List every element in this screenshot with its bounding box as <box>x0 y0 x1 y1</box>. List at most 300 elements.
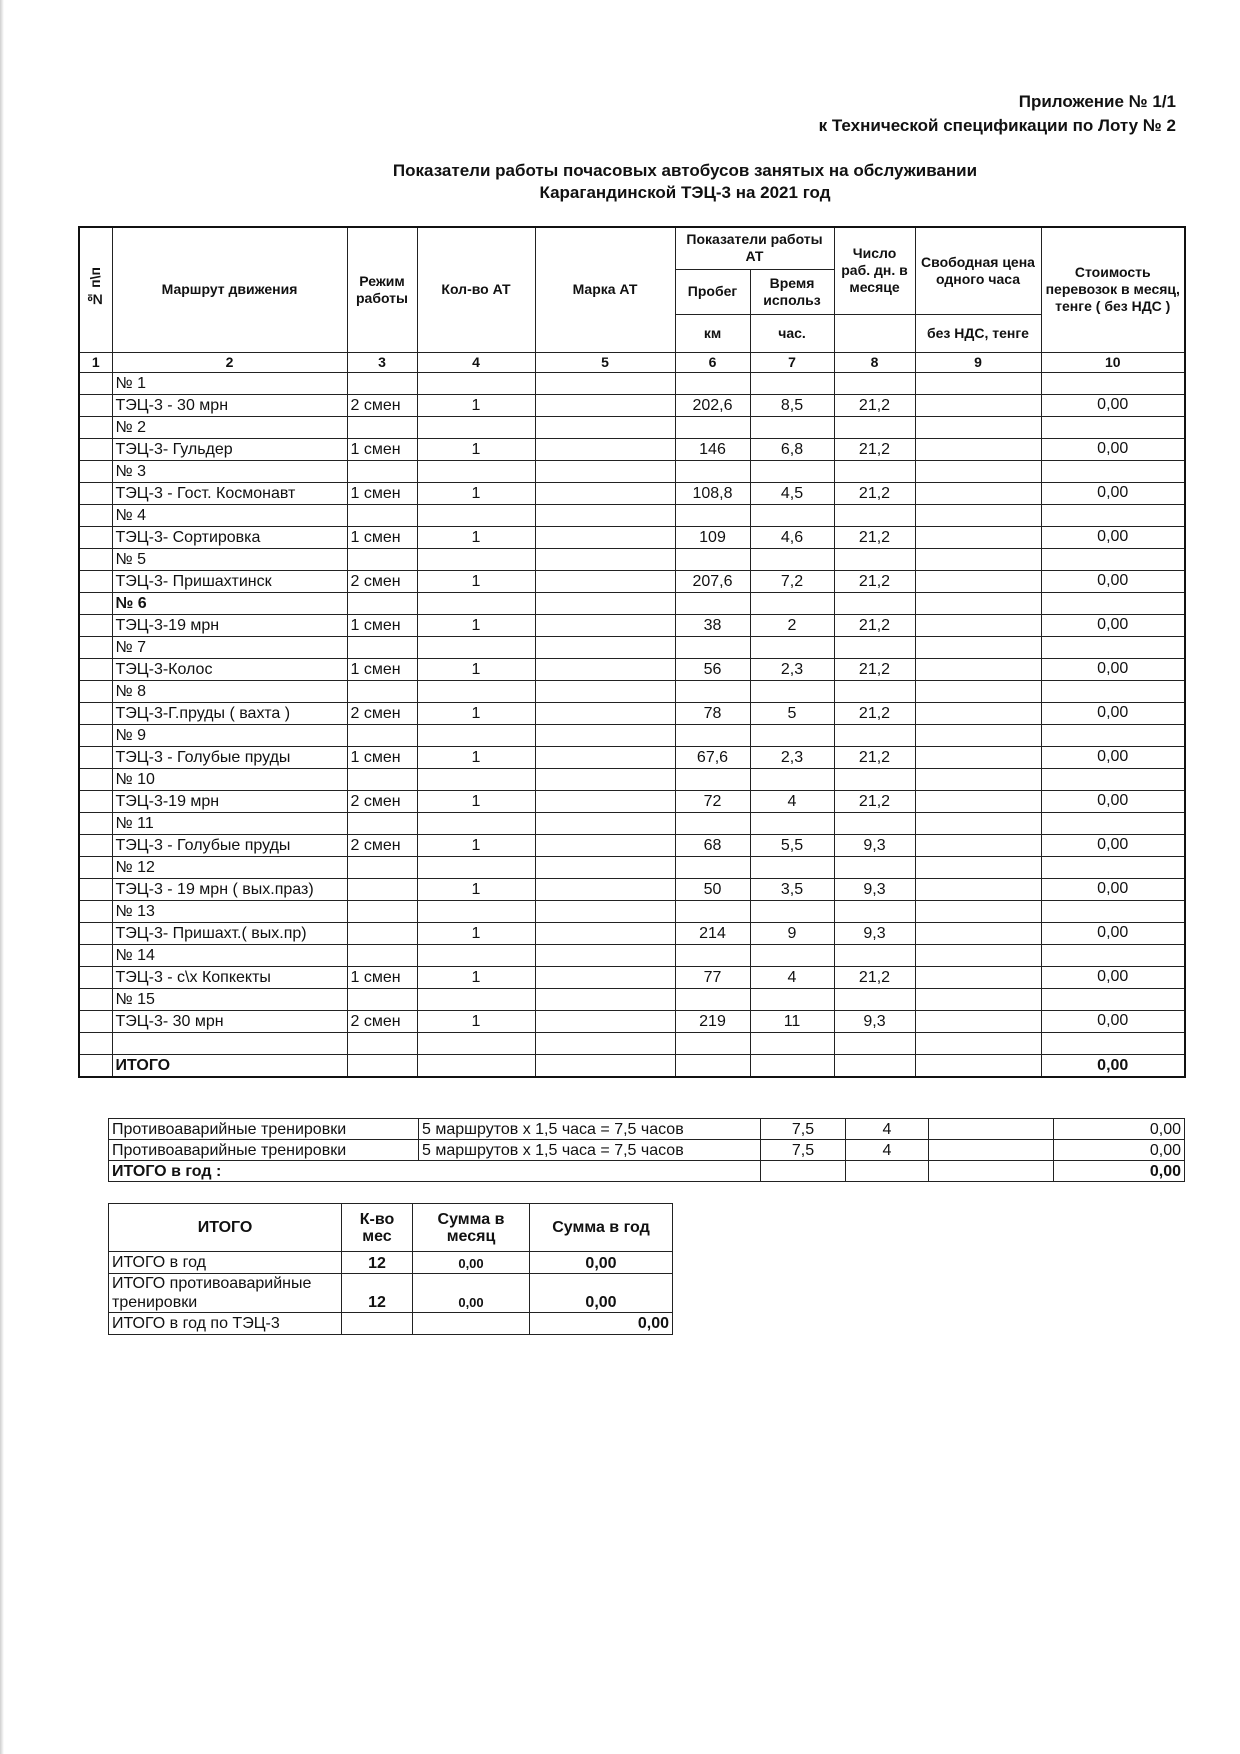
header-unit-hours: час. <box>750 314 834 352</box>
bus-quantity: 1 <box>417 526 535 548</box>
header-brand: Марка АТ <box>535 227 675 352</box>
bus-quantity: 1 <box>417 878 535 900</box>
empty-cell <box>79 900 112 922</box>
free-price <box>915 1010 1041 1032</box>
work-days: 21,2 <box>834 658 915 680</box>
route-number: № 9 <box>112 724 347 746</box>
empty-cell <box>834 592 915 614</box>
work-mode: 1 смен <box>347 966 417 988</box>
hours-used: 4 <box>750 790 834 812</box>
empty-cell <box>347 372 417 394</box>
route-name: ТЭЦ-3 - Голубые пруды <box>112 834 347 856</box>
column-number: 3 <box>347 352 417 372</box>
monthly-cost: 0,00 <box>1041 922 1185 944</box>
empty-cell <box>347 988 417 1010</box>
hours-used: 2 <box>750 614 834 636</box>
hours-used: 4,5 <box>750 482 834 504</box>
empty-cell <box>535 812 675 834</box>
bus-quantity: 1 <box>417 482 535 504</box>
empty-cell <box>834 724 915 746</box>
route-row <box>79 658 1185 680</box>
work-days: 21,2 <box>834 702 915 724</box>
work-mode: 2 смен <box>347 570 417 592</box>
mileage-km: 219 <box>675 1010 750 1032</box>
work-days: 21,2 <box>834 438 915 460</box>
free-price <box>915 834 1041 856</box>
free-price <box>915 614 1041 636</box>
route-number-row <box>79 592 1185 614</box>
hours-used: 2,3 <box>750 658 834 680</box>
empty-cell <box>347 856 417 878</box>
work-mode: 2 смен <box>347 834 417 856</box>
drill-count: 4 <box>846 1119 929 1140</box>
empty-cell <box>675 416 750 438</box>
monthly-cost: 0,00 <box>1041 1010 1185 1032</box>
empty-cell <box>834 768 915 790</box>
empty-cell <box>675 636 750 658</box>
bus-brand <box>535 614 675 636</box>
summary-row <box>109 1252 673 1274</box>
route-number-row <box>79 460 1185 482</box>
drill-count: 4 <box>846 1140 929 1161</box>
hours-used: 3,5 <box>750 878 834 900</box>
empty-cell <box>417 812 535 834</box>
empty-cell <box>750 372 834 394</box>
route-number-row <box>79 900 1185 922</box>
route-name: ТЭЦ-3-19 мрн <box>112 790 347 812</box>
route-number: № 7 <box>112 636 347 658</box>
empty-cell <box>750 812 834 834</box>
route-number-row <box>79 856 1185 878</box>
empty-cell <box>535 504 675 526</box>
bus-quantity: 1 <box>417 746 535 768</box>
empty-cell <box>79 878 112 900</box>
drill-formula: 5 маршрутов х 1,5 часа = 7,5 часов <box>419 1119 761 1140</box>
route-name: ТЭЦ-3- Пришахт.( вых.пр) <box>112 922 347 944</box>
route-row <box>79 1010 1185 1032</box>
empty-cell <box>1041 944 1185 966</box>
bus-brand <box>535 702 675 724</box>
empty-cell <box>79 834 112 856</box>
empty-cell <box>417 900 535 922</box>
empty-cell <box>846 1161 929 1182</box>
route-number-row <box>79 372 1185 394</box>
appendix-line-1: Приложение № 1/1 <box>1018 92 1176 111</box>
header-workdays: Число раб. дн. в месяце <box>834 227 915 314</box>
mileage-km: 38 <box>675 614 750 636</box>
summary-row <box>109 1274 673 1313</box>
empty-cell <box>347 724 417 746</box>
free-price <box>915 438 1041 460</box>
empty-cell <box>675 548 750 570</box>
empty-cell <box>79 636 112 658</box>
work-days: 21,2 <box>834 482 915 504</box>
empty-cell <box>417 372 535 394</box>
empty-cell <box>1041 548 1185 570</box>
empty-cell <box>915 592 1041 614</box>
summary-label: ИТОГО противоаварийные тренировки <box>109 1274 342 1313</box>
total-row <box>79 1054 1185 1077</box>
work-days: 21,2 <box>834 790 915 812</box>
empty-cell <box>750 636 834 658</box>
mileage-km: 78 <box>675 702 750 724</box>
mileage-km: 72 <box>675 790 750 812</box>
empty-cell <box>535 548 675 570</box>
route-number: № 14 <box>112 944 347 966</box>
empty-cell <box>535 416 675 438</box>
empty-cell <box>79 394 112 416</box>
total-value: 0,00 <box>1041 1054 1185 1077</box>
empty-cell <box>347 812 417 834</box>
monthly-cost: 0,00 <box>1041 482 1185 504</box>
empty-cell <box>347 592 417 614</box>
empty-cell <box>417 636 535 658</box>
summary-per-month: 0,00 <box>413 1274 530 1313</box>
empty-cell <box>675 1032 750 1054</box>
bus-quantity: 1 <box>417 922 535 944</box>
summary-months: 12 <box>342 1274 413 1313</box>
monthly-cost: 0,00 <box>1041 570 1185 592</box>
empty-cell <box>1041 768 1185 790</box>
free-price <box>915 526 1041 548</box>
free-price <box>915 878 1041 900</box>
drill-label: Противоаварийные тренировки <box>109 1140 419 1161</box>
monthly-cost: 0,00 <box>1041 746 1185 768</box>
bus-quantity: 1 <box>417 614 535 636</box>
empty-cell <box>347 460 417 482</box>
work-mode: 1 смен <box>347 526 417 548</box>
monthly-cost: 0,00 <box>1041 702 1185 724</box>
empty-cell <box>347 548 417 570</box>
empty-cell <box>347 768 417 790</box>
empty-cell <box>535 988 675 1010</box>
column-number: 10 <box>1041 352 1185 372</box>
bus-quantity: 1 <box>417 394 535 416</box>
empty-cell <box>79 548 112 570</box>
empty-cell <box>1041 372 1185 394</box>
monthly-cost: 0,00 <box>1041 438 1185 460</box>
header-cost: Стоимость перевозок в месяц, тенге ( без НДС ) <box>1041 227 1185 352</box>
empty-cell <box>79 1054 112 1077</box>
empty-cell <box>79 438 112 460</box>
mileage-km: 56 <box>675 658 750 680</box>
summary-months: 12 <box>342 1252 413 1274</box>
empty-cell <box>79 988 112 1010</box>
empty-cell <box>535 592 675 614</box>
empty-cell <box>750 548 834 570</box>
free-price <box>915 482 1041 504</box>
empty-cell <box>834 548 915 570</box>
empty-cell <box>915 504 1041 526</box>
empty-cell <box>347 900 417 922</box>
column-number: 4 <box>417 352 535 372</box>
route-row <box>79 614 1185 636</box>
route-number: № 1 <box>112 372 347 394</box>
empty-cell <box>750 680 834 702</box>
hours-used: 6,8 <box>750 438 834 460</box>
work-days: 9,3 <box>834 1010 915 1032</box>
empty-cell <box>417 1054 535 1077</box>
empty-cell <box>675 724 750 746</box>
empty-cell <box>929 1140 1054 1161</box>
route-name: ТЭЦ-3 - 30 мрн <box>112 394 347 416</box>
appendix-line-2: к Технической спецификации по Лоту № 2 <box>818 116 1176 135</box>
empty-cell <box>79 1010 112 1032</box>
mileage-km: 77 <box>675 966 750 988</box>
work-mode: 1 смен <box>347 746 417 768</box>
route-number: № 4 <box>112 504 347 526</box>
empty-cell <box>79 812 112 834</box>
route-row <box>79 790 1185 812</box>
empty-cell <box>929 1119 1054 1140</box>
route-number-row <box>79 680 1185 702</box>
empty-cell <box>915 900 1041 922</box>
empty-cell <box>929 1161 1054 1182</box>
header-unit-no-vat: без НДС, тенге <box>915 314 1041 352</box>
mileage-km: 207,6 <box>675 570 750 592</box>
route-number-row <box>79 768 1185 790</box>
empty-cell <box>675 768 750 790</box>
bus-quantity: 1 <box>417 658 535 680</box>
empty-cell <box>675 944 750 966</box>
column-number-row <box>79 352 1185 372</box>
empty-cell <box>79 966 112 988</box>
empty-cell <box>535 944 675 966</box>
empty-cell <box>1041 856 1185 878</box>
route-name: ТЭЦ-3- Гульдер <box>112 438 347 460</box>
summary-header-label: ИТОГО <box>109 1204 342 1252</box>
route-number: № 10 <box>112 768 347 790</box>
empty-cell <box>834 416 915 438</box>
bus-quantity: 1 <box>417 1010 535 1032</box>
empty-cell <box>1041 504 1185 526</box>
route-number-row <box>79 416 1185 438</box>
empty-cell <box>750 856 834 878</box>
empty-cell <box>342 1313 413 1335</box>
route-name: ТЭЦ-3-Колос <box>112 658 347 680</box>
monthly-cost: 0,00 <box>1041 394 1185 416</box>
hours-used: 9 <box>750 922 834 944</box>
empty-cell <box>417 724 535 746</box>
empty-cell <box>79 592 112 614</box>
route-row <box>79 570 1185 592</box>
empty-cell <box>79 768 112 790</box>
bus-brand <box>535 658 675 680</box>
header-performance: Показатели работы АТ <box>675 227 834 269</box>
empty-cell <box>915 416 1041 438</box>
empty-cell <box>535 680 675 702</box>
route-row <box>79 834 1185 856</box>
route-number-row <box>79 944 1185 966</box>
empty-cell <box>834 372 915 394</box>
monthly-cost: 0,00 <box>1041 878 1185 900</box>
free-price <box>915 702 1041 724</box>
mileage-km: 68 <box>675 834 750 856</box>
empty-cell <box>834 812 915 834</box>
work-days: 21,2 <box>834 966 915 988</box>
bus-quantity: 1 <box>417 438 535 460</box>
drill-value: 0,00 <box>1054 1140 1185 1161</box>
empty-cell <box>417 944 535 966</box>
empty-cell <box>417 504 535 526</box>
header-workdays-unit <box>834 314 915 352</box>
empty-cell <box>347 944 417 966</box>
summary-table <box>108 1203 673 1335</box>
summary-final-row <box>109 1313 673 1335</box>
free-price <box>915 394 1041 416</box>
empty-cell <box>675 812 750 834</box>
route-name: ТЭЦ-3 - Голубые пруды <box>112 746 347 768</box>
empty-cell <box>915 812 1041 834</box>
empty-cell <box>417 680 535 702</box>
empty-cell <box>915 988 1041 1010</box>
empty-cell <box>750 944 834 966</box>
hours-used: 7,2 <box>750 570 834 592</box>
route-name: ТЭЦ-3-Г.пруды ( вахта ) <box>112 702 347 724</box>
empty-cell <box>79 526 112 548</box>
empty-cell <box>675 988 750 1010</box>
drills-total-label: ИТОГО в год : <box>109 1161 761 1182</box>
route-name: ТЭЦ-3- Сортировка <box>112 526 347 548</box>
empty-cell <box>1041 680 1185 702</box>
bus-brand <box>535 482 675 504</box>
column-number: 8 <box>834 352 915 372</box>
empty-cell <box>79 416 112 438</box>
empty-cell <box>750 1032 834 1054</box>
bus-brand <box>535 834 675 856</box>
empty-cell <box>834 1032 915 1054</box>
hours-used: 11 <box>750 1010 834 1032</box>
route-number: № 3 <box>112 460 347 482</box>
empty-cell <box>915 1054 1041 1077</box>
empty-cell <box>915 856 1041 878</box>
empty-cell <box>834 900 915 922</box>
column-number: 1 <box>79 352 112 372</box>
empty-cell <box>79 372 112 394</box>
empty-cell <box>750 1054 834 1077</box>
work-mode <box>347 878 417 900</box>
work-mode: 2 смен <box>347 394 417 416</box>
bus-brand <box>535 570 675 592</box>
route-number: № 12 <box>112 856 347 878</box>
empty-cell <box>834 944 915 966</box>
drill-hours: 7,5 <box>761 1119 846 1140</box>
drill-hours: 7,5 <box>761 1140 846 1161</box>
hours-used: 4,6 <box>750 526 834 548</box>
header-num: № п\п <box>79 227 112 352</box>
empty-cell <box>535 636 675 658</box>
free-price <box>915 922 1041 944</box>
empty-cell <box>79 614 112 636</box>
work-mode: 1 смен <box>347 438 417 460</box>
empty-cell <box>347 680 417 702</box>
summary-header-months: К-во мес <box>342 1204 413 1252</box>
work-mode: 2 смен <box>347 790 417 812</box>
empty-cell <box>1041 1032 1185 1054</box>
empty-cell <box>1041 416 1185 438</box>
empty-cell <box>417 460 535 482</box>
routes-table <box>78 226 1186 1078</box>
title-line-1: Показатели работы почасовых автобусов занятых на обслуживании <box>392 161 978 180</box>
bus-brand <box>535 746 675 768</box>
drill-formula: 5 маршрутов х 1,5 часа = 7,5 часов <box>419 1140 761 1161</box>
empty-cell <box>417 416 535 438</box>
empty-cell <box>834 856 915 878</box>
drill-row <box>109 1119 1185 1140</box>
free-price <box>915 746 1041 768</box>
empty-cell <box>834 504 915 526</box>
empty-cell <box>915 724 1041 746</box>
header-time-used: Время использ <box>750 269 834 314</box>
route-name: ТЭЦ-3 - с\х Копкекты <box>112 966 347 988</box>
empty-cell <box>1041 900 1185 922</box>
route-name: ТЭЦ-3- 30 мрн <box>112 1010 347 1032</box>
empty-cell <box>79 658 112 680</box>
route-row <box>79 482 1185 504</box>
empty-cell <box>675 1054 750 1077</box>
route-row <box>79 394 1185 416</box>
free-price <box>915 570 1041 592</box>
route-number: № 13 <box>112 900 347 922</box>
route-row <box>79 878 1185 900</box>
empty-cell <box>915 944 1041 966</box>
summary-header-per-year: Сумма в год <box>530 1204 673 1252</box>
bus-quantity: 1 <box>417 966 535 988</box>
empty-cell <box>79 790 112 812</box>
work-mode: 2 смен <box>347 702 417 724</box>
route-number-row <box>79 504 1185 526</box>
route-row <box>79 702 1185 724</box>
empty-cell <box>834 460 915 482</box>
empty-cell <box>535 856 675 878</box>
empty-cell <box>417 988 535 1010</box>
empty-cell <box>761 1161 846 1182</box>
empty-cell <box>834 988 915 1010</box>
work-mode: 1 смен <box>347 482 417 504</box>
header-unit-km: км <box>675 314 750 352</box>
column-number: 7 <box>750 352 834 372</box>
empty-cell <box>675 460 750 482</box>
empty-cell <box>675 372 750 394</box>
route-name: ТЭЦ-3-19 мрн <box>112 614 347 636</box>
empty-cell <box>750 592 834 614</box>
route-number-row <box>79 812 1185 834</box>
summary-label: ИТОГО в год <box>109 1252 342 1274</box>
drill-label: Противоаварийные тренировки <box>109 1119 419 1140</box>
route-number: № 5 <box>112 548 347 570</box>
hours-used: 5 <box>750 702 834 724</box>
free-price <box>915 966 1041 988</box>
route-name: ТЭЦ-3 - Гост. Космонавт <box>112 482 347 504</box>
total-label: ИТОГО <box>112 1054 347 1077</box>
empty-cell <box>675 900 750 922</box>
bus-brand <box>535 526 675 548</box>
route-row <box>79 922 1185 944</box>
route-row <box>79 526 1185 548</box>
route-number-row <box>79 988 1185 1010</box>
route-number: № 8 <box>112 680 347 702</box>
empty-cell <box>834 680 915 702</box>
empty-cell <box>535 460 675 482</box>
mileage-km: 109 <box>675 526 750 548</box>
drills-total-row <box>109 1161 1185 1182</box>
empty-cell <box>79 482 112 504</box>
empty-cell <box>675 856 750 878</box>
route-number: № 2 <box>112 416 347 438</box>
work-days: 21,2 <box>834 614 915 636</box>
free-price <box>915 790 1041 812</box>
routes-table-body <box>79 352 1185 1077</box>
